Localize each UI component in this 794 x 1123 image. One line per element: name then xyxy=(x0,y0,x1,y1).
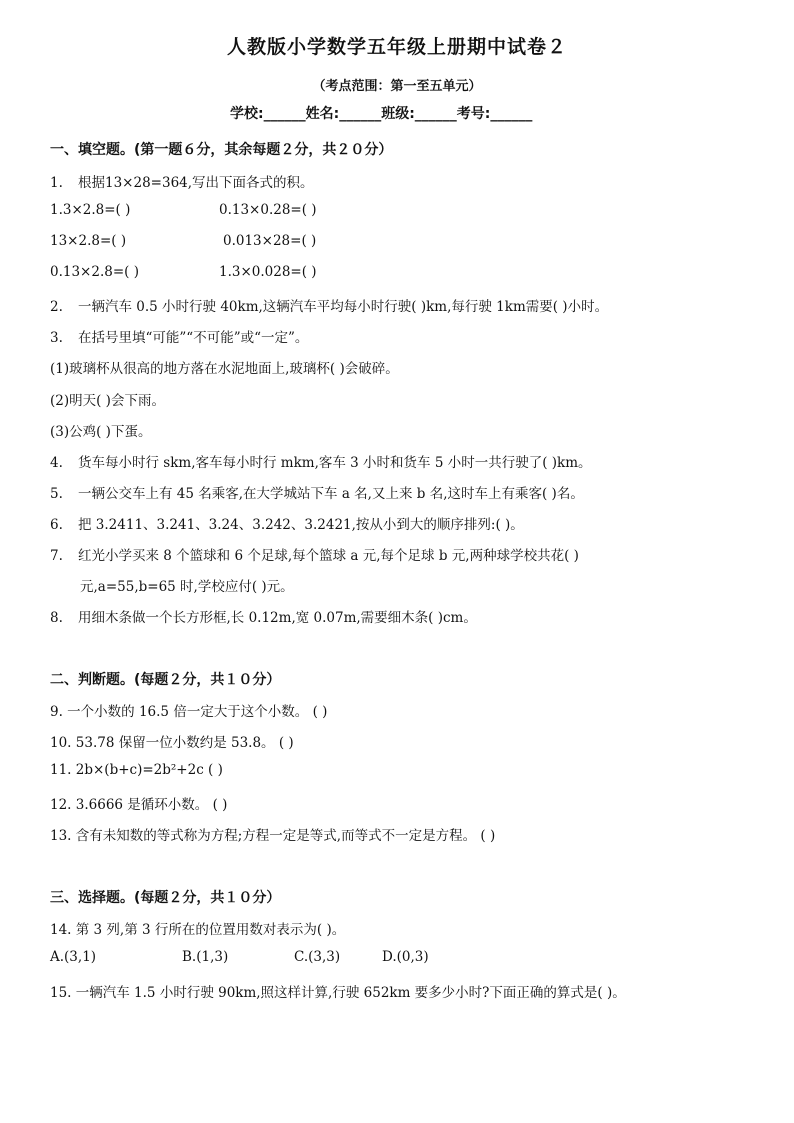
question-number: 8. xyxy=(50,610,63,626)
question-text: 根据13×28=364,写出下面各式的积。 xyxy=(78,175,314,191)
calc-2-1: 13×2.8=( ) xyxy=(50,233,127,249)
calc-2-2: 0.013×28=( ) xyxy=(223,233,317,249)
question-text: 一辆汽车 0.5 小时行驶 40km,这辆汽车平均每小时行驶( )km,每行驶 1km需要( )小时。 xyxy=(78,299,609,315)
question-14: 14. 第 3 列,第 3 行所在的位置用数对表示为( )。 xyxy=(50,922,346,938)
question-5 xyxy=(50,482,584,502)
question-number: 1. xyxy=(50,175,63,191)
question-number: 4. xyxy=(50,455,63,471)
calc-3-1: 0.13×2.8=( ) xyxy=(50,264,139,280)
question-number: 6. xyxy=(50,517,63,533)
question-6 xyxy=(50,513,524,533)
student-info-line: 学校:______姓名:______班级:______考号:______ xyxy=(230,106,533,122)
question-11: 11. 2b×(b+c)=2b²+2c ( ) xyxy=(50,762,223,778)
calc-1-1: 1.3×2.8=( ) xyxy=(50,202,131,218)
question-3-part-2: (2)明天( )会下雨。 xyxy=(50,393,165,409)
question-text: 一辆公交车上有 45 名乘客,在大学城站下车 a 名,又上来 b 名,这时车上有乘客( )名。 xyxy=(78,486,584,502)
option-a: A.(3,1) xyxy=(50,949,97,965)
question-12: 12. 3.6666 是循环小数。 ( ) xyxy=(50,797,228,813)
question-1 xyxy=(50,171,314,191)
page-subtitle: （考点范围：第一至五单元） xyxy=(312,79,482,94)
section-heading-multiple-choice: 三、选择题。(每题２分，共１０分） xyxy=(50,890,281,906)
question-3-part-1: (1)玻璃杯从很高的地方落在水泥地面上,玻璃杯( )会破碎。 xyxy=(50,361,399,377)
option-c: C.(3,3) xyxy=(294,949,341,965)
section-heading-fill-in: 一、填空题。(第一题６分，其余每题２分，共２０分） xyxy=(50,142,393,158)
question-8 xyxy=(50,606,477,626)
question-10: 10. 53.78 保留一位小数约是 53.8。 ( ) xyxy=(50,735,294,751)
question-15: 15. 一辆汽车 1.5 小时行驶 90km,照这样计算,行驶 652km 要多少小时?下面正确的算式是( )。 xyxy=(50,985,626,1001)
section-heading-true-false: 二、判断题。(每题２分，共１０分） xyxy=(50,672,281,688)
question-number: 5. xyxy=(50,486,63,502)
question-number: 3. xyxy=(50,330,63,346)
option-b: B.(1,3) xyxy=(182,949,229,965)
question-3 xyxy=(50,326,308,346)
question-7-continued: 元,a=55,b=65 时,学校应付( )元。 xyxy=(80,579,294,595)
question-text: 在括号里填“可能”“不可能”或“一定”。 xyxy=(78,330,309,346)
question-text: 把 3.2411、3.241、3.24、3.242、3.2421,按从小到大的顺序排列:( )。 xyxy=(78,517,524,533)
option-d: D.(0,3) xyxy=(382,949,429,965)
question-13: 13. 含有未知数的等式称为方程;方程一定是等式,而等式不一定是方程。 ( ) xyxy=(50,828,496,844)
calc-3-2: 1.3×0.028=( ) xyxy=(219,264,317,280)
question-number: 2. xyxy=(50,299,63,315)
calc-1-2: 0.13×0.28=( ) xyxy=(219,202,317,218)
question-text: 红光小学买来 8 个篮球和 6 个足球,每个篮球 a 元,每个足球 b 元,两种球学校共花( ) xyxy=(78,548,579,564)
question-9: 9. 一个小数的 16.5 倍一定大于这个小数。 ( ) xyxy=(50,704,328,720)
question-text: 用细木条做一个长方形框,长 0.12m,宽 0.07m,需要细木条( )cm。 xyxy=(78,610,477,626)
question-text: 货车每小时行 skm,客车每小时行 mkm,客车 3 小时和货车 5 小时一共行驶了( )km。 xyxy=(78,455,592,471)
question-7 xyxy=(50,544,579,564)
question-number: 7. xyxy=(50,548,63,564)
question-4 xyxy=(50,451,592,471)
question-3-part-3: (3)公鸡( )下蛋。 xyxy=(50,424,152,440)
question-2 xyxy=(50,295,608,315)
page-title: 人教版小学数学五年级上册期中试卷２ xyxy=(226,36,567,58)
